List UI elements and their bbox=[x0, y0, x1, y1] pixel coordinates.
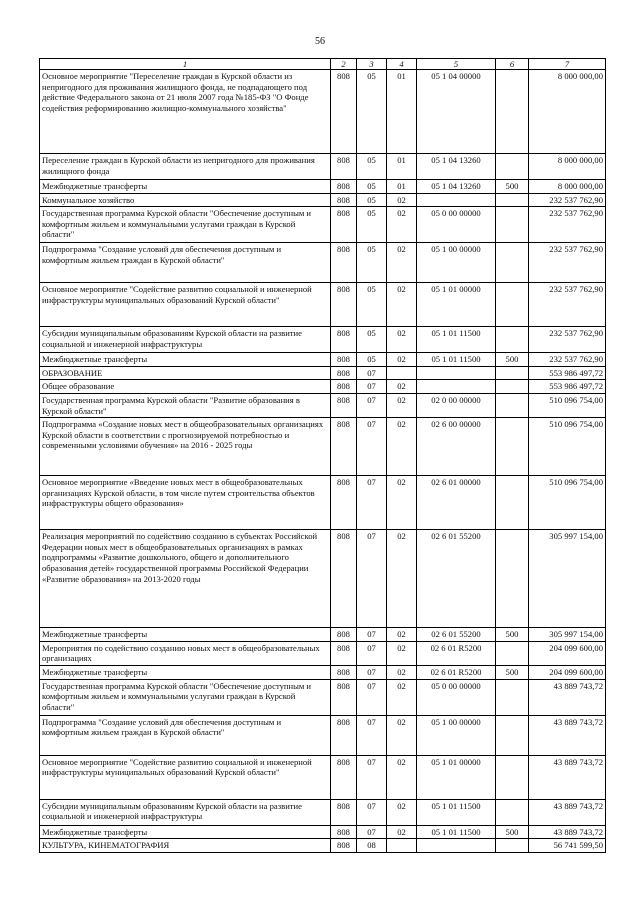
expense-type-cell bbox=[496, 283, 529, 327]
amount-cell: 305 997 154,00 bbox=[529, 530, 606, 628]
target-article-cell bbox=[417, 366, 496, 380]
row-name-cell: Подпрограмма "Создание условий для обеспечения доступным и комфортным жильем граждан в Курской области" bbox=[40, 715, 331, 755]
section-cell: 07 bbox=[357, 393, 387, 417]
amount-cell: 232 537 762,90 bbox=[529, 243, 606, 283]
column-header: 4 bbox=[387, 59, 417, 70]
page-number: 56 bbox=[315, 36, 325, 47]
row-name-cell: Основное мероприятие "Переселение граждан в Курской области из непригодного для проживания жилищного фонда, не подпадающего под действие Федерального закона от 21 июля 2007 года №185-ФЗ "О Фонде содействия реформированию жилищно-коммунального хозяйства" bbox=[40, 70, 331, 154]
amount-cell: 305 997 154,00 bbox=[529, 628, 606, 642]
row-name-cell: Общее образование bbox=[40, 380, 331, 394]
amount-cell: 8 000 000,00 bbox=[529, 70, 606, 154]
subsection-cell: 02 bbox=[387, 327, 417, 353]
section-cell: 07 bbox=[357, 641, 387, 665]
subsection-cell: 02 bbox=[387, 418, 417, 476]
table-row bbox=[40, 366, 606, 380]
target-article-cell: 05 1 04 13260 bbox=[417, 154, 496, 180]
subsection-cell: 02 bbox=[387, 283, 417, 327]
target-article-cell: 05 0 00 00000 bbox=[417, 679, 496, 715]
ved-code-cell: 808 bbox=[331, 283, 357, 327]
target-article-cell: 05 1 01 00000 bbox=[417, 755, 496, 799]
row-name-cell: Коммунальное хозяйство bbox=[40, 193, 331, 207]
table-row bbox=[40, 353, 606, 367]
expense-type-cell: 500 bbox=[496, 825, 529, 839]
target-article-cell: 05 1 00 00000 bbox=[417, 243, 496, 283]
row-name-cell: Межбюджетные трансферты bbox=[40, 180, 331, 194]
section-cell: 07 bbox=[357, 679, 387, 715]
table-row bbox=[40, 243, 606, 283]
target-article-cell: 05 1 01 11500 bbox=[417, 825, 496, 839]
target-article-cell: 02 6 01 R5200 bbox=[417, 665, 496, 679]
subsection-cell: 02 bbox=[387, 679, 417, 715]
section-cell: 05 bbox=[357, 70, 387, 154]
section-cell: 07 bbox=[357, 755, 387, 799]
subsection-cell: 02 bbox=[387, 641, 417, 665]
expense-type-cell bbox=[496, 839, 529, 853]
target-article-cell: 02 6 01 00000 bbox=[417, 476, 496, 530]
row-name-cell: Реализация мероприятий по содействию созданию в субъектах Российской Федерации новых мест в общеобразовательных организациях в рамках подпрограммы «Развитие дошкольного, общего и дополнительного образования детей» государственной программы Российской Федерации «Развитие образования» на 2013-2020 годы bbox=[40, 530, 331, 628]
subsection-cell: 02 bbox=[387, 393, 417, 417]
expense-type-cell bbox=[496, 679, 529, 715]
subsection-cell: 02 bbox=[387, 755, 417, 799]
amount-cell: 204 099 600,00 bbox=[529, 641, 606, 665]
target-article-cell: 05 1 01 11500 bbox=[417, 327, 496, 353]
table-row bbox=[40, 476, 606, 530]
row-name-cell: Государственная программа Курской области "Обеспечение доступным и комфортным жильем и коммунальными услугами граждан в Курской области" bbox=[40, 679, 331, 715]
ved-code-cell: 808 bbox=[331, 207, 357, 243]
target-article-cell: 02 6 01 55200 bbox=[417, 628, 496, 642]
table-row bbox=[40, 154, 606, 180]
row-name-cell: Межбюджетные трансферты bbox=[40, 825, 331, 839]
amount-cell: 8 000 000,00 bbox=[529, 180, 606, 194]
row-name-cell: Подпрограмма «Создание новых мест в общеобразовательных организациях Курской области в соответствии с прогнозируемой потребностью и современными условиями обучения» на 2016 - 2025 годы bbox=[40, 418, 331, 476]
subsection-cell: 02 bbox=[387, 715, 417, 755]
column-header: 3 bbox=[357, 59, 387, 70]
ved-code-cell: 808 bbox=[331, 665, 357, 679]
expense-type-cell bbox=[496, 207, 529, 243]
target-article-cell: 05 1 00 00000 bbox=[417, 715, 496, 755]
table-row bbox=[40, 679, 606, 715]
ved-code-cell: 808 bbox=[331, 193, 357, 207]
expense-type-cell bbox=[496, 393, 529, 417]
target-article-cell: 05 1 01 11500 bbox=[417, 353, 496, 367]
expense-type-cell: 500 bbox=[496, 665, 529, 679]
table-row bbox=[40, 628, 606, 642]
target-article-cell bbox=[417, 193, 496, 207]
amount-cell: 510 096 754,00 bbox=[529, 393, 606, 417]
target-article-cell: 02 6 01 55200 bbox=[417, 530, 496, 628]
subsection-cell: 02 bbox=[387, 193, 417, 207]
section-cell: 07 bbox=[357, 476, 387, 530]
column-header: 7 bbox=[529, 59, 606, 70]
subsection-cell: 02 bbox=[387, 476, 417, 530]
amount-cell: 43 889 743,72 bbox=[529, 679, 606, 715]
expense-type-cell bbox=[496, 380, 529, 394]
amount-cell: 232 537 762,90 bbox=[529, 207, 606, 243]
section-cell: 07 bbox=[357, 628, 387, 642]
subsection-cell: 02 bbox=[387, 665, 417, 679]
section-cell: 05 bbox=[357, 353, 387, 367]
table-row bbox=[40, 839, 606, 853]
amount-cell: 8 000 000,00 bbox=[529, 154, 606, 180]
target-article-cell bbox=[417, 380, 496, 394]
expense-type-cell bbox=[496, 70, 529, 154]
row-name-cell: ОБРАЗОВАНИЕ bbox=[40, 366, 331, 380]
section-cell: 05 bbox=[357, 193, 387, 207]
row-name-cell: Переселение граждан в Курской области из непригодного для проживания жилищного фонда bbox=[40, 154, 331, 180]
expense-type-cell bbox=[496, 755, 529, 799]
subsection-cell bbox=[387, 839, 417, 853]
amount-cell: 553 986 497,72 bbox=[529, 380, 606, 394]
row-name-cell: Субсидии муниципальным образованиям Курской области на развитие социальной и инженерной инфраструктуры bbox=[40, 799, 331, 825]
subsection-cell: 02 bbox=[387, 799, 417, 825]
section-cell: 08 bbox=[357, 839, 387, 853]
section-cell: 07 bbox=[357, 665, 387, 679]
target-article-cell: 02 6 00 00000 bbox=[417, 418, 496, 476]
section-cell: 07 bbox=[357, 799, 387, 825]
ved-code-cell: 808 bbox=[331, 530, 357, 628]
row-name-cell: Межбюджетные трансферты bbox=[40, 353, 331, 367]
ved-code-cell: 808 bbox=[331, 70, 357, 154]
column-header: 1 bbox=[40, 59, 331, 70]
target-article-cell bbox=[417, 839, 496, 853]
amount-cell: 56 741 599,50 bbox=[529, 839, 606, 853]
row-name-cell: Субсидии муниципальным образованиям Курской области на развитие социальной и инженерной инфраструктуры bbox=[40, 327, 331, 353]
subsection-cell: 02 bbox=[387, 530, 417, 628]
expense-type-cell bbox=[496, 641, 529, 665]
row-name-cell: Основное мероприятие «Введение новых мест в общеобразовательных организациях Курской области, в том числе путем строительства объектов инфраструктуры общего образования» bbox=[40, 476, 331, 530]
table-row bbox=[40, 70, 606, 154]
amount-cell: 510 096 754,00 bbox=[529, 476, 606, 530]
subsection-cell bbox=[387, 366, 417, 380]
section-cell: 07 bbox=[357, 380, 387, 394]
subsection-cell: 02 bbox=[387, 207, 417, 243]
ved-code-cell: 808 bbox=[331, 366, 357, 380]
expense-type-cell bbox=[496, 715, 529, 755]
table-row bbox=[40, 715, 606, 755]
target-article-cell: 02 0 00 00000 bbox=[417, 393, 496, 417]
section-cell: 05 bbox=[357, 327, 387, 353]
table-row bbox=[40, 193, 606, 207]
amount-cell: 232 537 762,90 bbox=[529, 327, 606, 353]
section-cell: 05 bbox=[357, 283, 387, 327]
row-name-cell: КУЛЬТУРА, КИНЕМАТОГРАФИЯ bbox=[40, 839, 331, 853]
amount-cell: 553 986 497,72 bbox=[529, 366, 606, 380]
table-row bbox=[40, 327, 606, 353]
amount-cell: 43 889 743,72 bbox=[529, 825, 606, 839]
ved-code-cell: 808 bbox=[331, 243, 357, 283]
expense-type-cell bbox=[496, 193, 529, 207]
subsection-cell: 02 bbox=[387, 628, 417, 642]
table-row bbox=[40, 825, 606, 839]
section-cell: 05 bbox=[357, 207, 387, 243]
table-row bbox=[40, 283, 606, 327]
section-cell: 07 bbox=[357, 418, 387, 476]
ved-code-cell: 808 bbox=[331, 353, 357, 367]
table-row bbox=[40, 207, 606, 243]
section-cell: 05 bbox=[357, 243, 387, 283]
ved-code-cell: 808 bbox=[331, 380, 357, 394]
ved-code-cell: 808 bbox=[331, 755, 357, 799]
ved-code-cell: 808 bbox=[331, 839, 357, 853]
ved-code-cell: 808 bbox=[331, 628, 357, 642]
expense-type-cell bbox=[496, 799, 529, 825]
amount-cell: 204 099 600,00 bbox=[529, 665, 606, 679]
expense-type-cell: 500 bbox=[496, 180, 529, 194]
section-cell: 07 bbox=[357, 825, 387, 839]
ved-code-cell: 808 bbox=[331, 825, 357, 839]
target-article-cell: 05 1 04 00000 bbox=[417, 70, 496, 154]
subsection-cell: 01 bbox=[387, 180, 417, 194]
row-name-cell: Мероприятия по содействию созданию новых мест в общеобразовательных организациях bbox=[40, 641, 331, 665]
expense-type-cell bbox=[496, 476, 529, 530]
expense-type-cell bbox=[496, 154, 529, 180]
budget-table bbox=[39, 58, 606, 853]
table-row bbox=[40, 665, 606, 679]
section-cell: 05 bbox=[357, 154, 387, 180]
header-row bbox=[40, 59, 606, 70]
section-cell: 07 bbox=[357, 366, 387, 380]
amount-cell: 43 889 743,72 bbox=[529, 715, 606, 755]
table-row bbox=[40, 393, 606, 417]
amount-cell: 232 537 762,90 bbox=[529, 193, 606, 207]
row-name-cell: Межбюджетные трансферты bbox=[40, 628, 331, 642]
section-cell: 07 bbox=[357, 715, 387, 755]
amount-cell: 232 537 762,90 bbox=[529, 353, 606, 367]
table-row bbox=[40, 799, 606, 825]
section-cell: 05 bbox=[357, 180, 387, 194]
subsection-cell: 02 bbox=[387, 825, 417, 839]
subsection-cell: 02 bbox=[387, 353, 417, 367]
subsection-cell: 01 bbox=[387, 154, 417, 180]
amount-cell: 232 537 762,90 bbox=[529, 283, 606, 327]
row-name-cell: Подпрограмма "Создание условий для обеспечения доступным и комфортным жильем граждан в Курской области" bbox=[40, 243, 331, 283]
target-article-cell: 05 0 00 00000 bbox=[417, 207, 496, 243]
ved-code-cell: 808 bbox=[331, 154, 357, 180]
ved-code-cell: 808 bbox=[331, 715, 357, 755]
ved-code-cell: 808 bbox=[331, 418, 357, 476]
ved-code-cell: 808 bbox=[331, 476, 357, 530]
row-name-cell: Государственная программа Курской области "Обеспечение доступным и комфортным жильем и коммунальными услугами граждан в Курской области" bbox=[40, 207, 331, 243]
column-header: 6 bbox=[496, 59, 529, 70]
table-row bbox=[40, 755, 606, 799]
expense-type-cell bbox=[496, 243, 529, 283]
target-article-cell: 05 1 01 11500 bbox=[417, 799, 496, 825]
expense-type-cell bbox=[496, 327, 529, 353]
ved-code-cell: 808 bbox=[331, 327, 357, 353]
amount-cell: 43 889 743,72 bbox=[529, 799, 606, 825]
target-article-cell: 05 1 04 13260 bbox=[417, 180, 496, 194]
ved-code-cell: 808 bbox=[331, 393, 357, 417]
expense-type-cell bbox=[496, 418, 529, 476]
amount-cell: 510 096 754,00 bbox=[529, 418, 606, 476]
target-article-cell: 05 1 01 00000 bbox=[417, 283, 496, 327]
row-name-cell: Основное мероприятие "Содействие развитию социальной и инженерной инфраструктуры муниципальных образований Курской области" bbox=[40, 283, 331, 327]
table-row bbox=[40, 380, 606, 394]
amount-cell: 43 889 743,72 bbox=[529, 755, 606, 799]
row-name-cell: Межбюджетные трансферты bbox=[40, 665, 331, 679]
row-name-cell: Основное мероприятие "Содействие развитию социальной и инженерной инфраструктуры муниципальных образований Курской области" bbox=[40, 755, 331, 799]
row-name-cell: Государственная программа Курской области "Развитие образования в Курской области" bbox=[40, 393, 331, 417]
ved-code-cell: 808 bbox=[331, 641, 357, 665]
subsection-cell: 02 bbox=[387, 380, 417, 394]
target-article-cell: 02 6 01 R5200 bbox=[417, 641, 496, 665]
subsection-cell: 01 bbox=[387, 70, 417, 154]
column-header: 5 bbox=[417, 59, 496, 70]
expense-type-cell: 500 bbox=[496, 353, 529, 367]
section-cell: 07 bbox=[357, 530, 387, 628]
expense-type-cell bbox=[496, 366, 529, 380]
table-row bbox=[40, 641, 606, 665]
expense-type-cell bbox=[496, 530, 529, 628]
ved-code-cell: 808 bbox=[331, 799, 357, 825]
subsection-cell: 02 bbox=[387, 243, 417, 283]
table-row bbox=[40, 180, 606, 194]
ved-code-cell: 808 bbox=[331, 679, 357, 715]
expense-type-cell: 500 bbox=[496, 628, 529, 642]
ved-code-cell: 808 bbox=[331, 180, 357, 194]
column-header: 2 bbox=[331, 59, 357, 70]
table-row bbox=[40, 418, 606, 476]
table-row bbox=[40, 530, 606, 628]
